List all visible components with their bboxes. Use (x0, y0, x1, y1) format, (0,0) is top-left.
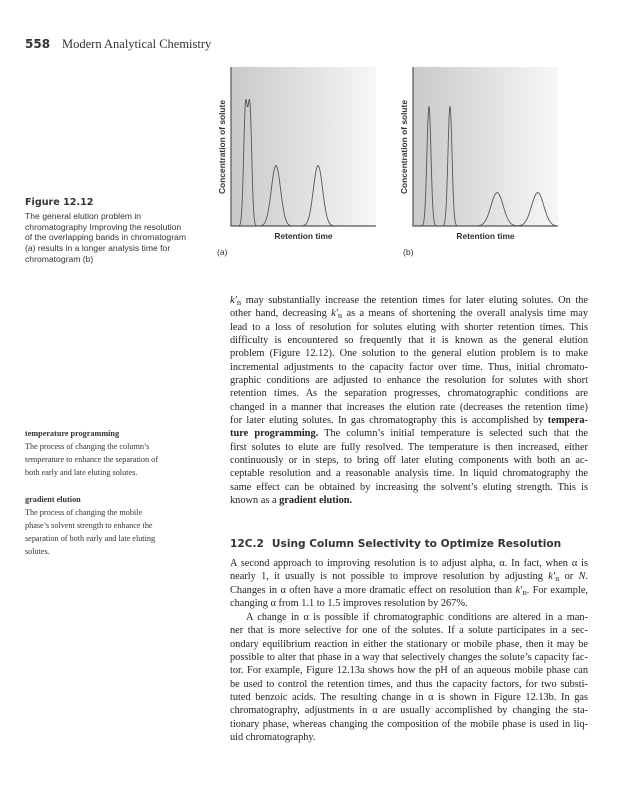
text-run: chromatography, adjustments in α are usually accomplished by changing the sta- (230, 705, 588, 717)
definition-line: The process of changing the mobile (25, 508, 143, 518)
text-line (230, 374, 588, 387)
y-axis-label: Concentration of solute (399, 100, 409, 194)
chromatogram-plot-a (205, 60, 385, 260)
text-line (230, 624, 588, 637)
body-paragraph-1 (230, 294, 588, 508)
text-run: Changes in α often have a more dramatic effect on resolution than (230, 584, 516, 596)
caption-line: chromatography Improving the resolution (25, 221, 182, 232)
text-run: tuted benzoic acids. The resulting change in α is shown in Figure 12.13b. In gas (230, 692, 588, 704)
definition-line: solutes. (25, 547, 50, 557)
math-symbol: N (578, 571, 586, 583)
text-run: lead to a loss of resolution for solutes eluting with shorter retention times. This (230, 321, 588, 333)
text-run: as a means of shortening the overall analysis time may (342, 308, 588, 320)
bold-term: ture programming. (230, 428, 319, 440)
text-run: possible to alter that phase in a way that selectively changes the solute’s capacity fac- (230, 652, 588, 664)
text-run: for later eluting solutes. In gas chromatography this is accomplished by (230, 415, 548, 427)
text-line (230, 321, 588, 334)
chromatogram-plot-b (387, 60, 567, 260)
text-run: A change in α is possible if chromatographic conditions are altered in a man- (246, 612, 588, 623)
bold-term: tempera- (547, 415, 588, 427)
text-run: may substantially increase the retention times for later eluting solutes. On the (241, 295, 588, 306)
text-line (230, 347, 588, 360)
text-line (230, 704, 588, 717)
figure-title: Figure 12.12 (25, 197, 94, 208)
text-run: The column’s initial temperature is selected such that the (318, 428, 588, 440)
caption-line: of the overlapping bands in chromatogram (25, 232, 186, 243)
caption-line: (a) results in a longer analysis time for (25, 243, 171, 254)
text-run: other hand, decreasing (230, 308, 332, 320)
text-line (230, 597, 588, 610)
text-run: incremental adjustments to the capacity factor over time. Thus, initial chromato- (230, 361, 588, 373)
text-line (230, 570, 588, 583)
text-line (230, 467, 588, 480)
text-line (230, 557, 588, 570)
glossary-term: gradient elution (25, 495, 81, 504)
text-run: continuously or in steps, to bring off later eluting components with both an ac- (230, 455, 588, 467)
text-line (230, 441, 588, 454)
text-line (230, 678, 588, 691)
math-symbol: B (337, 313, 343, 321)
section-title: Using Column Selectivity to Optimize Resolution (271, 538, 562, 550)
math-symbol: k′ (230, 295, 237, 306)
body-paragraph-2 (230, 557, 588, 610)
definition-line: temperature to enhance the separation of (25, 455, 158, 465)
glossary-definition (25, 506, 193, 558)
text-run: retention times. As the separation progresses, chromatographic conditions are (230, 388, 588, 400)
caption-line: The general elution problem in (25, 210, 142, 221)
section-number: 12C.2 (230, 538, 264, 550)
y-axis-label: Concentration of solute (217, 100, 227, 194)
definition-line: phase’s solvent strength to enhance the (25, 521, 153, 531)
text-run: A second approach to improving resolution is to adjust alpha, α. In fact, when α is (230, 558, 588, 569)
page-number: 558 (25, 37, 51, 51)
x-axis-label: Retention time (274, 231, 333, 241)
text-line (230, 651, 588, 664)
caption-line: chromatogram (b) (25, 253, 94, 264)
text-line (230, 664, 588, 677)
text-line (230, 414, 588, 427)
text-line (230, 718, 588, 731)
margin-note-temperature-programming (25, 427, 193, 479)
math-symbol: B (236, 300, 242, 307)
math-symbol: k′ (515, 584, 523, 596)
text-run: first solutes to elute are fully resolved. The temperature is then increased, either (230, 441, 588, 453)
body-paragraph-3 (230, 611, 588, 744)
text-run: changed in a manner that increases the elution rate (decreases the retention time) (230, 401, 588, 413)
text-line (230, 584, 588, 597)
definition-line: separation of both early and late eluting (25, 534, 156, 544)
section-heading (230, 538, 561, 550)
definition-line: both early and late eluting solutes. (25, 468, 138, 478)
plot-area (413, 67, 558, 226)
panel-label: (b) (403, 247, 414, 257)
text-run: be used to control the retention times, and thus the capacity factors, for two substi- (230, 678, 588, 690)
running-head: Modern Analytical Chemistry (62, 37, 212, 51)
text-line (230, 494, 588, 507)
text-run: . (585, 571, 588, 583)
text-line (230, 481, 588, 494)
text-run: known as a (230, 495, 280, 507)
text-run: graphic conditions are adjusted to enhance the resolution for solutes with short (230, 375, 588, 387)
bold-term: gradient elution. (279, 495, 353, 507)
definition-line: The process of changing the column’s (25, 442, 150, 452)
math-symbol: B (522, 589, 527, 597)
text-run: ondary equilibrium reaction in either the stationary or mobile phase, then it may be (230, 638, 588, 650)
text-run: difficulty is encountered so frequently that it is known as the general elution (230, 335, 588, 347)
text-line (230, 638, 588, 651)
figure-panel-a (205, 60, 385, 260)
text-run: same effect can be obtained by increasing the solvent’s eluting strength. This is (230, 481, 588, 493)
text-line (230, 611, 588, 624)
text-line (230, 691, 588, 704)
text-line (230, 334, 588, 347)
text-run: uid chromatography. (230, 732, 316, 744)
x-axis-label: Retention time (456, 231, 515, 241)
glossary-term: temperature programming (25, 429, 120, 438)
figure-caption (25, 198, 200, 265)
text-run: tor. For example, Figure 12.13a shows how the pH of an aqueous mobile phase can (230, 665, 588, 677)
text-line (230, 731, 588, 744)
text-line (230, 361, 588, 374)
text-run: ceptable resolution and a reasonable analysis time. In liquid chromatography the (230, 468, 588, 480)
text-line (230, 454, 588, 467)
text-line (230, 307, 588, 320)
plot-area (231, 67, 376, 226)
text-run: or (559, 571, 579, 583)
math-symbol: k′ (548, 571, 556, 583)
text-line (230, 401, 588, 414)
text-line (230, 387, 588, 400)
glossary-definition (25, 440, 193, 479)
text-run: ner that is more selective for one of the solutes. If a solute participates in a sec- (230, 625, 588, 637)
text-run: nearly 1, it usually is not possible to improve resolution by adjusting (230, 571, 549, 583)
margin-note-gradient-elution (25, 493, 193, 558)
caption-text (25, 211, 200, 265)
text-run: changing α from 1.1 to 1.5 improves resolution by 267%. (230, 598, 468, 610)
text-run: problem (Figure 12.12). One solution to the general elution problem is to make (230, 348, 588, 360)
panel-label: (a) (217, 247, 228, 257)
text-line (230, 294, 588, 307)
math-symbol: B (555, 576, 560, 584)
text-line (230, 427, 588, 440)
math-symbol: k′ (331, 308, 338, 320)
text-run: tionary phase, whereas changing the composition of the mobile phase is used in liq- (230, 718, 588, 730)
text-run: . For example, (526, 584, 589, 596)
figure-panel-b (387, 60, 567, 260)
